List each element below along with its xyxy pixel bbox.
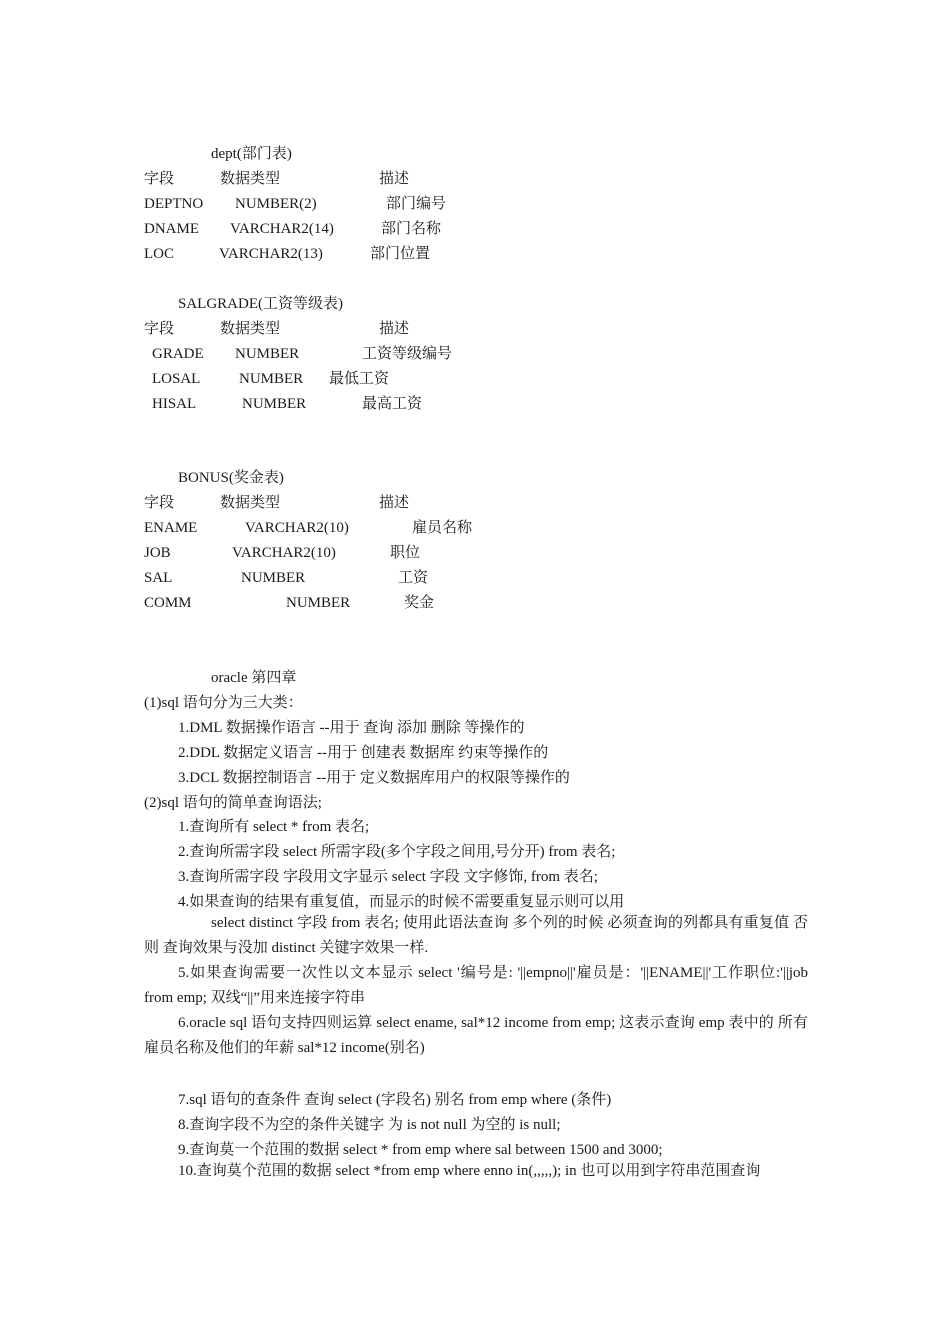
list-item: 7.sql 语句的查条件 查询 select (字段名) 别名 from emp where (条件) bbox=[178, 1092, 612, 1108]
dept-row-desc: 部门位置 bbox=[370, 246, 431, 262]
dept-row-field: DEPTNO bbox=[144, 196, 204, 212]
list-item: 3.DCL 数据控制语言 --用于 定义数据库用户的权限等操作的 bbox=[178, 770, 570, 786]
list-item: 4.如果查询的结果有重复值，而显示的时候不需要重复显示则可以用 bbox=[178, 894, 625, 910]
list-item: 2.DDL 数据定义语言 --用于 创建表 数据库 约束等操作的 bbox=[178, 745, 549, 761]
salgrade-row-type: NUMBER bbox=[242, 396, 307, 412]
bonus-row-desc: 奖金 bbox=[404, 595, 435, 611]
salgrade-row-field: LOSAL bbox=[152, 371, 201, 387]
list-item: 1.DML 数据操作语言 --用于 查询 添加 删除 等操作的 bbox=[178, 720, 525, 736]
salgrade-row-field: GRADE bbox=[152, 346, 204, 362]
paragraph: select distinct 字段 from 表名; 使用此语法查询 多个列的时候 必须查询的列都具有重复值 否则 查询效果与没加 distinct 关键字效果一样. bbox=[144, 915, 808, 956]
bonus-row-field: ENAME bbox=[144, 520, 198, 536]
bonus-row-type: VARCHAR2(10) bbox=[245, 520, 349, 536]
dept-row-type: NUMBER(2) bbox=[235, 196, 317, 212]
section-heading: (1)sql 语句分为三大类： bbox=[144, 695, 303, 711]
dept-row-desc: 部门名称 bbox=[381, 221, 442, 237]
dept-header-type: 数据类型 bbox=[220, 171, 281, 187]
list-item: 2.查询所需字段 select 所需字段(多个字段之间用,号分开) from 表名; bbox=[178, 844, 616, 860]
list-item: 8.查询字段不为空的条件关键字 为 is not null 为空的 is null; bbox=[178, 1117, 561, 1133]
salgrade-row-desc: 最高工资 bbox=[362, 396, 423, 412]
bonus-table-title: BONUS(奖金表) bbox=[178, 470, 284, 486]
bonus-row-type: NUMBER bbox=[241, 570, 306, 586]
salgrade-header-field: 字段 bbox=[144, 321, 175, 337]
dept-header-field: 字段 bbox=[144, 171, 175, 187]
bonus-row-desc: 职位 bbox=[390, 545, 421, 561]
salgrade-row-desc: 最低工资 bbox=[329, 371, 390, 387]
salgrade-header-desc: 描述 bbox=[379, 321, 410, 337]
bonus-row-field: SAL bbox=[144, 570, 173, 586]
salgrade-row-type: NUMBER bbox=[235, 346, 300, 362]
paragraph: 6.oracle sql 语句支持四则运算 select ename, sal*12 income from emp; 这表示查询 emp 表中的 所有雇员名称及他们的年薪 sal*12 income(别名) bbox=[144, 1015, 808, 1056]
bonus-row-type: NUMBER bbox=[286, 595, 351, 611]
dept-header-desc: 描述 bbox=[379, 171, 410, 187]
dept-row-desc: 部门编号 bbox=[386, 196, 447, 212]
bonus-header-type: 数据类型 bbox=[220, 495, 281, 511]
section-heading: (2)sql 语句的简单查询语法; bbox=[144, 795, 322, 811]
list-item: 1.查询所有 select * from 表名; bbox=[178, 819, 370, 835]
salgrade-header-type: 数据类型 bbox=[220, 321, 281, 337]
bonus-row-desc: 工资 bbox=[398, 570, 429, 586]
dept-row-type: VARCHAR2(13) bbox=[219, 246, 323, 262]
bonus-row-field: JOB bbox=[144, 545, 171, 561]
list-item: 9.查询莫一个范围的数据 select * from emp where sal between 1500 and 3000; bbox=[178, 1142, 663, 1158]
dept-row-type: VARCHAR2(14) bbox=[230, 221, 334, 237]
dept-row-field: DNAME bbox=[144, 221, 199, 237]
list-item: 3.查询所需字段 字段用文字显示 select 字段 文字修饰, from 表名; bbox=[178, 869, 598, 885]
chapter-title: oracle 第四章 bbox=[211, 670, 297, 686]
dept-row-field: LOC bbox=[144, 246, 174, 262]
salgrade-row-type: NUMBER bbox=[239, 371, 304, 387]
salgrade-row-field: HISAL bbox=[152, 396, 197, 412]
bonus-row-type: VARCHAR2(10) bbox=[232, 545, 336, 561]
bonus-row-field: COMM bbox=[144, 595, 192, 611]
salgrade-table-title: SALGRADE(工资等级表) bbox=[178, 296, 343, 312]
bonus-row-desc: 雇员名称 bbox=[412, 520, 473, 536]
salgrade-row-desc: 工资等级编号 bbox=[362, 346, 453, 362]
paragraph: 10.查询莫个范围的数据 select *from emp where enno in(,,,,,); in 也可以用到字符串范围查询 bbox=[178, 1163, 761, 1179]
bonus-header-desc: 描述 bbox=[379, 495, 410, 511]
bonus-header-field: 字段 bbox=[144, 495, 175, 511]
dept-table-title: dept(部门表) bbox=[211, 146, 292, 162]
paragraph: 5.如果查询需要一次性以文本显示 select '编号是: '||empno||'雇员是：'||ENAME||'工作职位:'||job from emp; 双线“||”用来连接字符串 bbox=[144, 965, 808, 1006]
